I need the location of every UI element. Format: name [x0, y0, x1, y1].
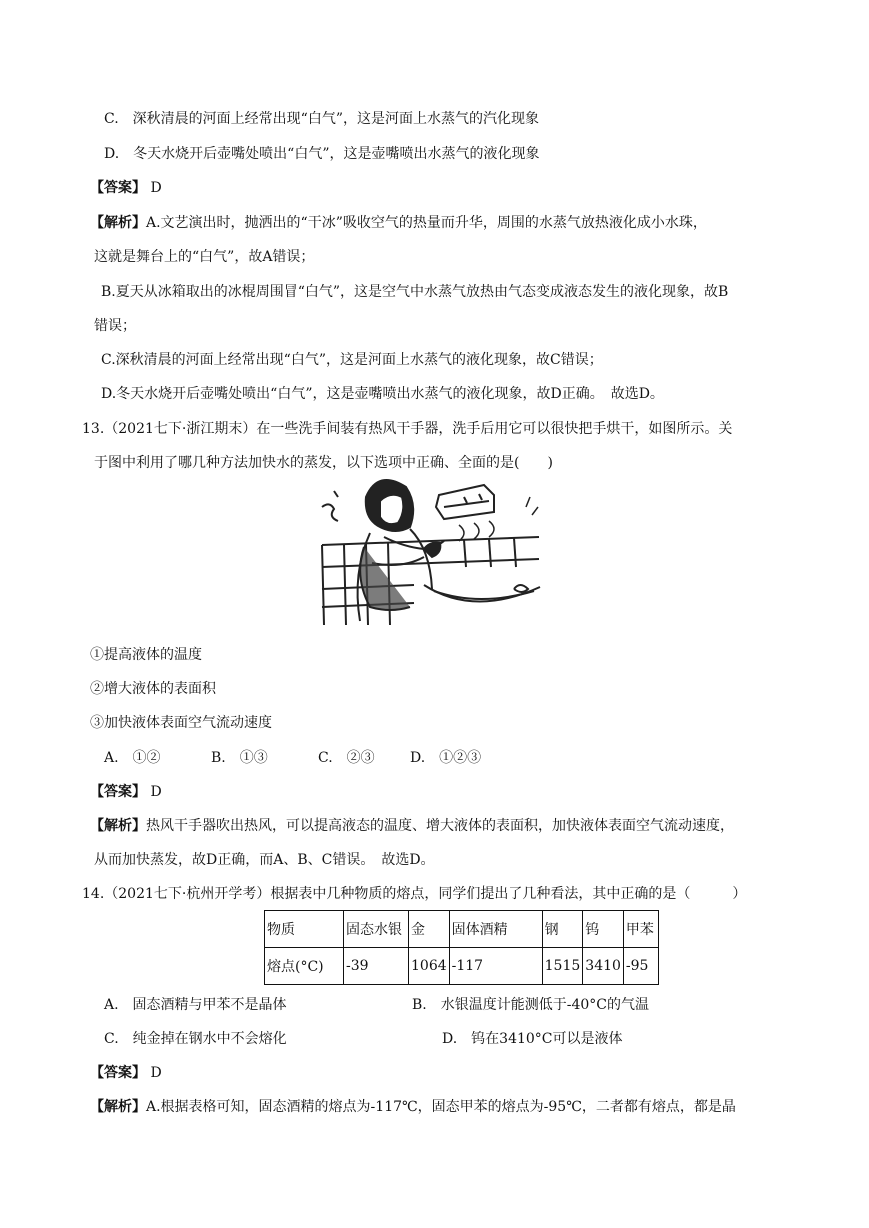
table-cell: 熔点(°C) [265, 948, 344, 985]
q12-analysis-a1: 【解析】A.文艺演出时，抛洒出的“干冰”吸收空气的热量而升华，周围的水蒸气放热液化成小水珠， [90, 215, 707, 231]
table-cell: 钢 [542, 911, 583, 948]
table-cell: 固态水银 [344, 911, 409, 948]
q12-analysis-c: C.深秋清晨的河面上经常出现“白气”，这是河面上水蒸气的液化现象，故C错误； [101, 352, 603, 368]
analysis-label: 【解析】 [90, 818, 146, 834]
table-row [265, 948, 659, 985]
q12-analysis-b2: 错误； [94, 318, 136, 334]
q13-analysis-2: 从而加快蒸发，故D正确，而A、B、C错误。 故选D。 [94, 852, 435, 868]
q13-stem-1: 13.（2021七下·浙江期末）在一些洗手间装有热风干手器，洗手后用它可以很快把手烘干，如图所示。关 [82, 421, 733, 437]
q12-option-c: C. 深秋清晨的河面上经常出现“白气”，这是河面上水蒸气的汽化现象 [104, 111, 539, 127]
q14-option-b: B. 水银温度计能测低于-40°C的气温 [412, 997, 649, 1013]
answer-label: 【答案】 [90, 784, 146, 800]
table-cell: 3410 [583, 948, 624, 985]
q12-answer [90, 178, 162, 198]
q13-option-d: D. ①②③ [410, 750, 482, 766]
q12-analysis-a2: 这就是舞台上的“白气”，故A错误； [94, 249, 315, 265]
q13-stem-2: 于图中利用了哪几种方法加快水的蒸发，以下选项中正确、全面的是( ) [94, 455, 553, 471]
q13-option-c: C. ②③ [318, 750, 375, 766]
melting-point-table [264, 910, 659, 985]
table-cell: -95 [623, 948, 658, 985]
table-cell: -117 [449, 948, 542, 985]
q13-analysis-1: 【解析】热风干手器吹出热风，可以提高液态的温度、增大液体的表面积，加快液体表面空气流动速度， [90, 818, 734, 834]
analysis-label: 【解析】 [90, 215, 146, 231]
q13-method-1: ①提高液体的温度 [90, 647, 202, 663]
q12-option-d: D. 冬天水烧开后壶嘴处喷出“白气”，这是壶嘴喷出水蒸气的液化现象 [104, 146, 540, 162]
table-cell: 金 [409, 911, 450, 948]
table-cell: -39 [344, 948, 409, 985]
table-cell: 钨 [583, 911, 624, 948]
table-cell: 物质 [265, 911, 344, 948]
answer-value: D [150, 784, 162, 800]
answer-label: 【答案】 [90, 180, 146, 196]
q14-answer [90, 1063, 162, 1083]
answer-label: 【答案】 [90, 1065, 146, 1081]
table-cell: 甲苯 [623, 911, 658, 948]
q12-analysis-b1: B.夏天从冰箱取出的冰棍周围冒“白气”，这是空气中水蒸气放热由气态变成液态发生的液化现象，故B [101, 284, 729, 300]
q14-option-c: C. 纯金掉在钢水中不会熔化 [104, 1031, 287, 1047]
q13-option-a: A. ①② [104, 750, 161, 766]
q13-method-3: ③加快液体表面空气流动速度 [90, 715, 272, 731]
hand-dryer-illustration [314, 467, 546, 627]
q13-answer [90, 782, 162, 802]
q12-analysis-d: D.冬天水烧开后壶嘴处喷出“白气”，这是壶嘴喷出水蒸气的液化现象，故D正确。 故选D。 [101, 386, 664, 402]
q13-option-b: B. ①③ [211, 750, 268, 766]
q13-method-2: ②增大液体的表面积 [90, 681, 216, 697]
answer-value: D [150, 180, 162, 196]
q14-option-d: D. 钨在3410°C可以是液体 [442, 1031, 623, 1047]
table-cell: 1064 [409, 948, 450, 985]
table-cell: 1515 [542, 948, 583, 985]
q14-option-a: A. 固态酒精与甲苯不是晶体 [104, 997, 287, 1013]
table-cell: 固体酒精 [449, 911, 542, 948]
answer-value: D [150, 1065, 162, 1081]
q14-analysis-1: 【解析】A.根据表格可知，固态酒精的熔点为-117℃，固态甲苯的熔点为-95℃，二者都有熔点，都是晶 [90, 1099, 736, 1115]
table-header-row [265, 911, 659, 948]
analysis-label: 【解析】 [90, 1099, 146, 1115]
q14-stem: 14.（2021七下·杭州开学考）根据表中几种物质的熔点，同学们提出了几种看法，其中正确的是（ ） [82, 886, 747, 902]
